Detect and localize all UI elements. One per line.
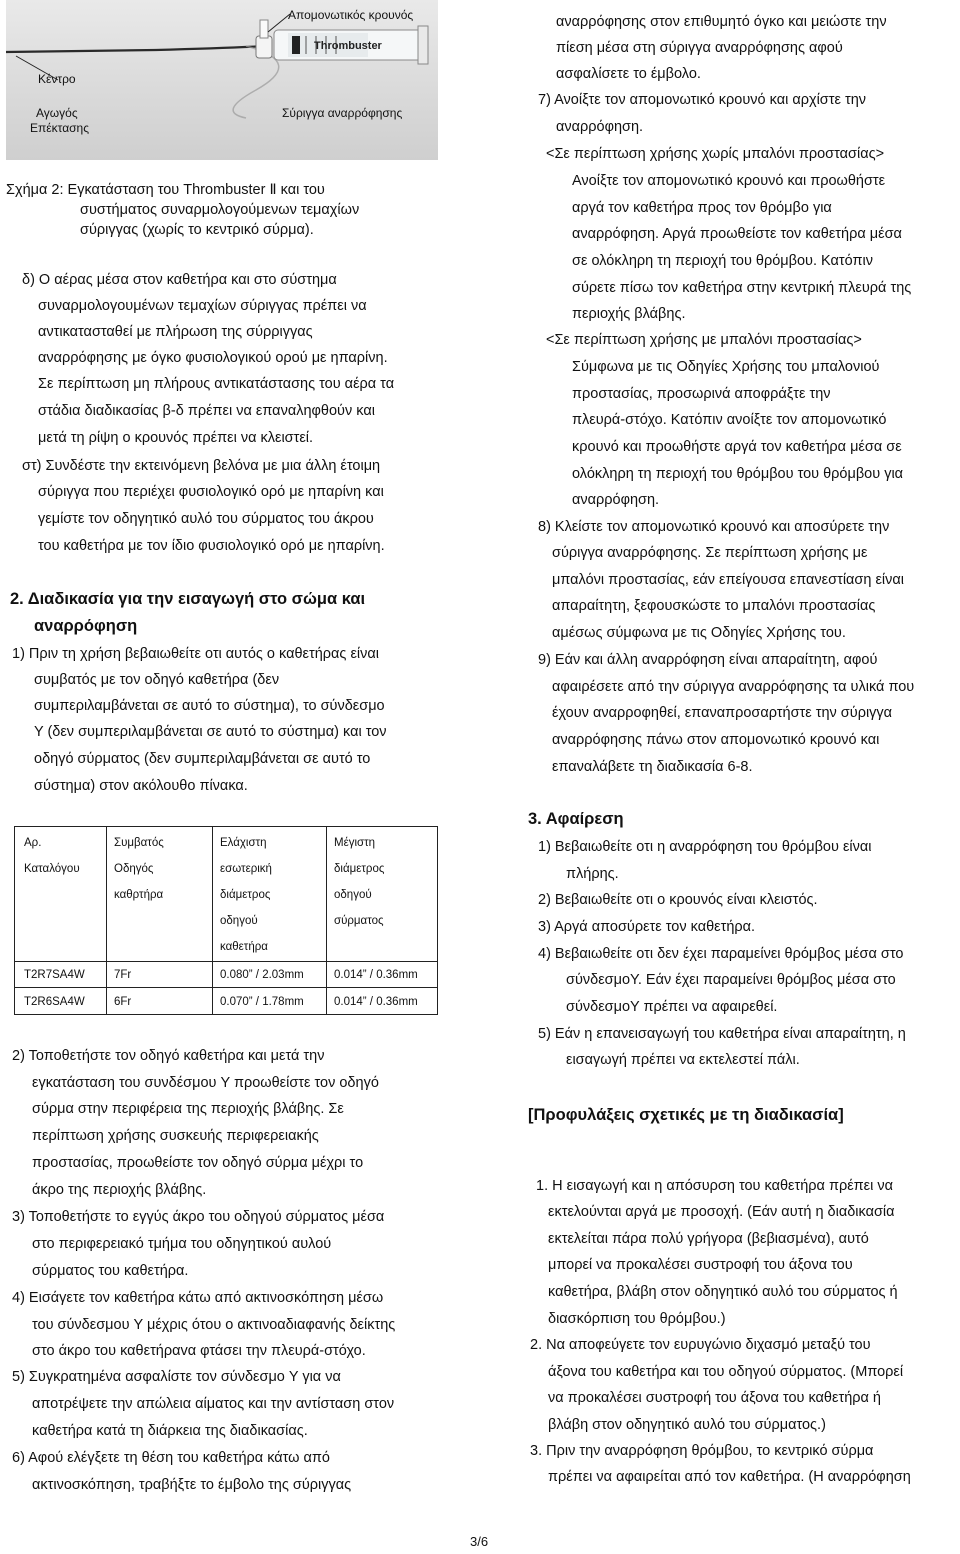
step-d-line: στάδια διαδικασίας β-δ πρέπει να επαναληφθούν και bbox=[38, 403, 375, 419]
balloon-line: αναρρόφηση. bbox=[572, 492, 660, 508]
balloon-line: Σύμφωνα με τις Οδηγίες Χρήσης του μπαλονιού bbox=[572, 359, 880, 375]
section-3-heading: 3. Αφαίρεση bbox=[528, 810, 624, 828]
precaution-line: βλάβη στον οδηγητικό αυλό του σύρματος.) bbox=[548, 1417, 826, 1433]
table-header-cell: Αρ. bbox=[24, 837, 42, 849]
section-2-heading-cont: αναρρόφηση bbox=[34, 617, 138, 635]
step-9-line: 9) Εάν και άλλη αναρρόφηση είναι απαραίτητη, αφού bbox=[538, 652, 878, 668]
balloon-line: προστασίας, προσωρινά αποφράξτε την bbox=[572, 386, 831, 402]
no-balloon-line: σύρετε πίσω τον καθετήρα στην κεντρική πλευρά της bbox=[572, 280, 912, 296]
page-number: 3/6 bbox=[470, 1534, 489, 1549]
table-header-cell: Μέγιστη bbox=[334, 837, 376, 849]
step-3-line: 3) Τοποθετήστε το εγγύς άκρο του οδηγού σύρματος μέσα bbox=[12, 1209, 385, 1225]
step-d-line: αναρρόφησης με όγκο φυσιολογικού ορού με ηπαρίνη. bbox=[38, 350, 388, 366]
figure-caption-line: σύριγγας (χωρίς το κεντρικό σύρμα). bbox=[80, 222, 314, 238]
no-balloon-line: αργά τον καθετήρα προς τον θρόμβο για bbox=[572, 200, 832, 216]
syringe-label: Σύριγγα αναρρόφησης bbox=[282, 106, 403, 120]
step-1-line: σύστημα) στον ακόλουθο πίνακα. bbox=[34, 778, 248, 794]
table-header-cell: διάμετρος bbox=[220, 889, 271, 901]
step-9-line: αναρρόφησης πάνω στον απομονωτικό κρουνό και bbox=[552, 732, 880, 748]
precaution-line: 1. Η εισαγωγή και η απόσυρση του καθετήρα πρέπει να bbox=[536, 1178, 894, 1194]
step-2-line: 2) Τοποθετήστε τον οδηγό καθετήρα και μετά την bbox=[12, 1048, 325, 1064]
step-3-line: στο περιφερειακό τμήμα του οδηγητικού αυλού bbox=[32, 1236, 332, 1252]
no-balloon-line: περιοχής βλάβης. bbox=[572, 306, 686, 322]
balloon-line: πλευρά-στόχο. Κατόπιν ανοίξτε τον απομονωτικό bbox=[572, 412, 887, 428]
removal-line: σύνδεσμοY. Εάν έχει παραμείνει θρόμβος μέσα στο bbox=[566, 972, 896, 988]
table-header-cell: οδηγού bbox=[220, 915, 258, 927]
step-5-line: αποτρέψετε την απώλεια αίματος και την αντίσταση στον bbox=[32, 1396, 395, 1412]
balloon-heading: <Σε περίπτωση χρήσης με μπαλόνι προστασίας> bbox=[546, 332, 862, 348]
removal-line: 2) Βεβαιωθείτε οτι ο κρουνός είναι κλειστός. bbox=[538, 892, 818, 908]
removal-line: σύνδεσμοY πρέπει να αφαιρεθεί. bbox=[566, 999, 778, 1015]
balloon-line: κρουνό και προωθήστε αργά τον καθετήρα μέσα σε bbox=[572, 439, 902, 455]
step-7-line: 7) Ανοίξτε τον απομονωτικό κρουνό και αρχίστε την bbox=[538, 92, 867, 108]
precaution-line: διασκόρπιση του θρόμβου.) bbox=[548, 1311, 726, 1327]
step-4-line: 4) Εισάγετε τον καθετήρα κάτω από ακτινοσκόπηση μέσω bbox=[12, 1290, 384, 1306]
table-cell: T2R6SA4W bbox=[24, 996, 85, 1008]
balloon-line: ολόκληρη τη περιοχή του θρόμβου του θρόμβου για bbox=[572, 466, 904, 482]
step-d-line: δ) Ο αέρας μέσα στον καθετήρα και στο σύστημα bbox=[22, 272, 337, 288]
precaution-line: 3. Πριν την αναρρόφηση θρόμβου, το κεντρικό σύρμα bbox=[530, 1443, 874, 1459]
step-st-line: γεμίστε τον οδηγητικό αυλό του σύρματος του άκρου bbox=[38, 511, 374, 527]
continued-line: πίεση μέσα στη σύριγγα αναρρόφησης αφού bbox=[556, 40, 843, 56]
removal-line: πλήρης. bbox=[566, 866, 619, 882]
precaution-line: μπορεί να προκαλέσει συστροφή του άξονα του bbox=[548, 1257, 853, 1273]
step-8-line: απαραίτητη, ξεφουσκώστε το μπαλόνι προστασίας bbox=[552, 598, 876, 614]
step-st-line: στ) Συνδέστε την εκτεινόμενη βελόνα με μια άλλη έτοιμη bbox=[22, 458, 381, 474]
section-2-heading: 2. Διαδικασία για την εισαγωγή στο σώμα και bbox=[10, 590, 366, 608]
precaution-line: καθετήρα, βλάβη στον οδηγητικό αυλό του σύρματος ή bbox=[548, 1284, 898, 1300]
step-8-line: 8) Κλείστε τον απομονωτικό κρουνό και αποσύρετε την bbox=[538, 519, 890, 535]
compatibility-table bbox=[14, 826, 438, 1015]
step-8-line: μπαλόνι προστασίας, εάν επείγουσα επανεστίαση είναι bbox=[552, 572, 905, 588]
figure-caption-line: συστήματος συναρμολογούμενων τεμαχίων bbox=[80, 202, 360, 218]
figure-caption-line: Σχήμα 2: Εγκατάσταση του Thrombuster Ⅱ και του bbox=[6, 182, 325, 198]
brand-label: Thrombuster bbox=[314, 40, 382, 52]
precaution-line: να προκαλέσει συστροφή του άξονα του καθετήρα ή bbox=[548, 1390, 881, 1406]
step-1-line: Y (δεν συμπεριλαμβάνεται σε αυτό το σύστημα) και τον bbox=[34, 724, 387, 740]
table-cell: 7Fr bbox=[114, 969, 132, 981]
step-5-line: καθετήρα κατά τη διάρκεια της διαδικασίας. bbox=[32, 1423, 308, 1439]
step-2-line: σύρμα στην περιφέρεια της περιοχής βλάβης. Σε bbox=[32, 1101, 344, 1117]
table-cell: 0.014” / 0.36mm bbox=[334, 996, 418, 1008]
table-header-cell: καθρτήρα bbox=[114, 889, 164, 901]
precaution-line: εκτελούνται αργά με προσοχή. (Εάν αυτή η διαδικασία bbox=[548, 1204, 895, 1220]
step-1-line: συμπεριλαμβάνεται σε αυτό το σύστημα), το σύνδεσμο bbox=[34, 698, 385, 714]
step-st-line: σύριγγα που περιέχει φυσιολογικό ορό με ηπαρίνη και bbox=[38, 484, 384, 500]
step-2-line: περίπτωση χρήσης συσκευής περιφερειακής bbox=[32, 1128, 319, 1144]
table-cell: 6Fr bbox=[114, 996, 132, 1008]
step-4-line: στο άκρο του καθετήραvα φτάσει την πλευρά-στόχο. bbox=[32, 1343, 366, 1359]
table-cell: 0.080” / 2.03mm bbox=[220, 969, 304, 981]
no-balloon-heading: <Σε περίπτωση χρήσης χωρίς μπαλόνι προστασίας> bbox=[546, 146, 885, 162]
table-header-cell: οδηγού bbox=[334, 889, 372, 901]
step-6-line: ακτινοσκόπηση, τραβήξτε το έμβολο της σύριγγας bbox=[32, 1477, 352, 1493]
precaution-line: εκτελείται πάρα πολύ γρήγορα (βεβιασμένα), αυτό bbox=[548, 1231, 869, 1247]
no-balloon-line: Ανοίξτε τον απομονωτικό κρουνό και προωθήστε bbox=[572, 173, 886, 189]
step-3-line: σύρματος του καθετήρα. bbox=[32, 1263, 189, 1279]
table-header-cell: Οδηγός bbox=[114, 863, 154, 875]
table-cell: 0.014” / 0.36mm bbox=[334, 969, 418, 981]
extension-label-line2: Επέκτασης bbox=[30, 121, 90, 135]
step-9-line: επαναλάβετε τη διαδικασία 6-8. bbox=[552, 759, 753, 775]
continued-line: ασφαλίσετε το έμβολο. bbox=[556, 66, 701, 82]
step-d-line: μετά τη ρίψη ο κρουνός πρέπει να κλειστεί. bbox=[38, 430, 314, 446]
step-1-line: 1) Πριν τη χρήση βεβαιωθείτε οτι αυτός ο καθετήρας είναι bbox=[12, 646, 379, 662]
step-6-line: 6) Αφού ελέγξετε τη θέση του καθετήρα κάτω από bbox=[12, 1450, 330, 1466]
extension-label-line1: Αγωγός bbox=[36, 106, 78, 120]
step-1-line: οδηγό σύρματος (δεν συμπεριλαμβάνεται σε αυτό το bbox=[34, 751, 371, 767]
step-8-line: σύριγγα αναρρόφησης. Σε περίπτωση χρήσης με bbox=[552, 545, 868, 561]
table-header-cell: Καταλόγου bbox=[24, 863, 80, 875]
stopcock-label: Απομονωτικός κρουνός bbox=[288, 8, 414, 22]
step-5-line: 5) Συγκρατημένα ασφαλίστε τον σύνδεσμο Y για να bbox=[12, 1369, 341, 1385]
figure-photo bbox=[6, 0, 438, 160]
precautions-heading: [Προφυλάξεις σχετικές με τη διαδικασία] bbox=[528, 1106, 844, 1124]
step-7-line: αναρρόφηση. bbox=[556, 119, 644, 135]
table-header-cell: εσωτερική bbox=[220, 863, 272, 875]
removal-line: 4) Βεβαιωθείτε οτι δεν έχει παραμείνει θρόμβος μέσα στο bbox=[538, 946, 904, 962]
step-2-line: προστασίας, προωθείστε τον οδηγό σύρμα μέχρι το bbox=[32, 1155, 364, 1171]
step-9-line: αφαιρέσετε από την σύριγγα αναρρόφησης τα υλικά που bbox=[552, 679, 915, 695]
table-header-cell: καθετήρα bbox=[220, 941, 268, 953]
step-1-line: συμβατός με τον οδηγό καθετήρα (δεν bbox=[34, 672, 280, 688]
precaution-line: άξονα του καθετήρα και του οδηγού σύρματος. (Μπορεί bbox=[548, 1364, 904, 1380]
center-label: Κέντρο bbox=[38, 72, 76, 86]
removal-line: 1) Βεβαιωθείτε οτι η αναρρόφηση του θρόμβου είναι bbox=[538, 839, 872, 855]
table-cell: 0.070” / 1.78mm bbox=[220, 996, 304, 1008]
table-header-cell: Ελάχιστη bbox=[220, 837, 267, 849]
step-2-line: εγκατάσταση του συνδέσμου Y προωθείστε τον οδηγό bbox=[32, 1075, 379, 1091]
step-d-line: συναρμολογουμένων τεμαχίων σύριγγας πρέπει να bbox=[38, 298, 367, 314]
removal-line: 3) Αργά αποσύρετε τον καθετήρα. bbox=[538, 919, 756, 935]
removal-line: εισαγωγή πρέπει να εκτελεστεί πάλι. bbox=[566, 1052, 800, 1068]
step-4-line: του σύνδεσμου Y μέχρις ότου ο ακτινοαδιαφανής δείκτης bbox=[32, 1317, 396, 1333]
precaution-line: πρέπει να αφαιρείται από τον καθετήρα. (Η αναρρόφηση bbox=[548, 1469, 911, 1485]
step-9-line: έχουν αναρροφηθεί, επαναπροσαρτήστε την σύριγγα bbox=[552, 705, 893, 721]
table-header-cell: Συμβατός bbox=[114, 837, 164, 849]
step-st-line: του καθετήρα με τον ίδιο φυσιολογικό ορό με ηπαρίνη. bbox=[38, 538, 385, 554]
table-header-cell: σύρματος bbox=[334, 915, 384, 927]
removal-line: 5) Εάν η επανεισαγωγή του καθετήρα είναι απαραίτητη, η bbox=[538, 1026, 906, 1042]
continued-line: αναρρόφησης στον επιθυμητό όγκο και μειώστε την bbox=[556, 14, 887, 30]
table-cell: T2R7SA4W bbox=[24, 969, 85, 981]
step-d-line: Σε περίπτωση μη πλήρους αντικατάστασης του αέρα τα bbox=[38, 376, 395, 392]
precaution-line: 2. Να αποφεύγετε τον ευρυγώνιο διχασμό μεταξύ του bbox=[530, 1337, 871, 1353]
no-balloon-line: σε ολόκληρη τη περιοχή του θρόμβου. Κατόπιν bbox=[572, 253, 873, 269]
step-d-line: αντικατασταθεί με πλήρωση της σύρριγγας bbox=[38, 324, 313, 340]
no-balloon-line: αναρρόφηση. Αργά προωθείστε τον καθετήρα μέσα bbox=[572, 226, 902, 242]
step-2-line: άκρο της περιοχής βλάβης. bbox=[32, 1182, 207, 1198]
table-header-cell: διάμετρος bbox=[334, 863, 385, 875]
step-8-line: αμέσως σύμφωνα με τις Οδηγίες Χρήσης του. bbox=[552, 625, 846, 641]
